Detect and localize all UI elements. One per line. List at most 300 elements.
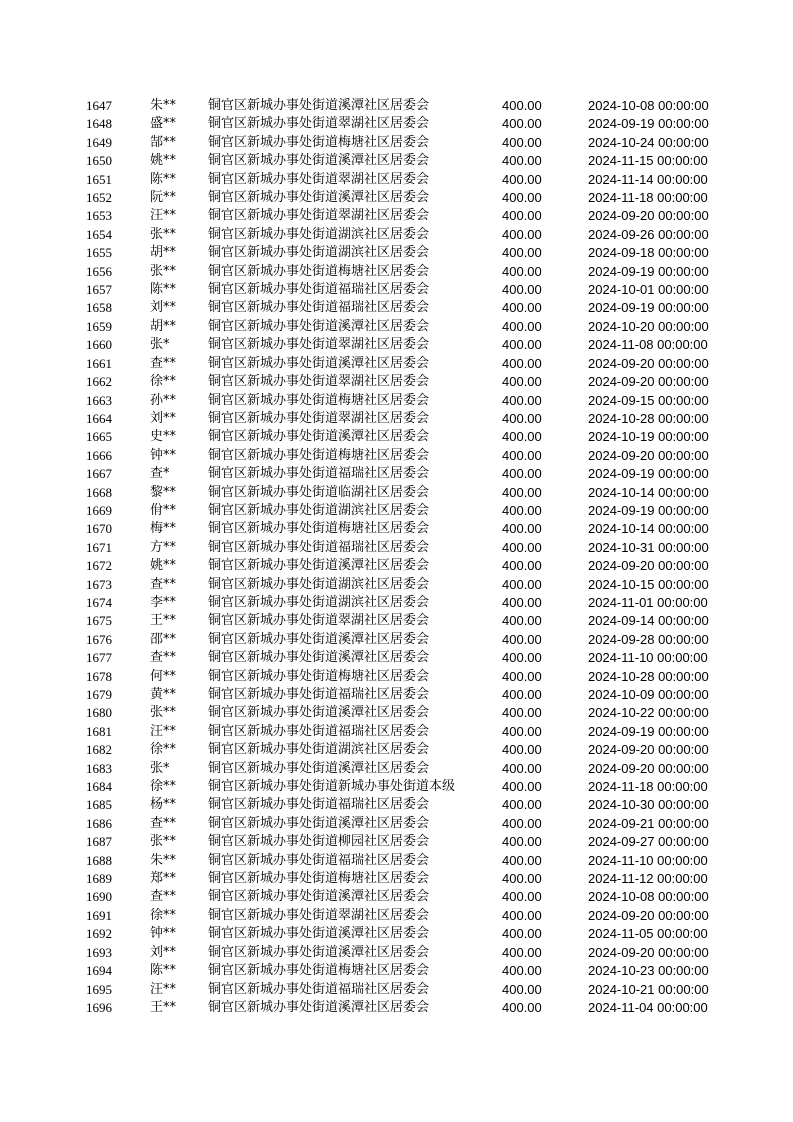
record-amount: 400.00 [502, 410, 542, 426]
record-organization: 铜官区新城办事处街道福瑞社区居委会 [208, 466, 430, 482]
record-name: 姚** [150, 558, 177, 574]
record-id: 1684 [86, 779, 112, 795]
record-date: 2024-09-20 00:00:00 [588, 760, 709, 776]
record-date: 2024-11-04 00:00:00 [588, 999, 708, 1015]
record-amount: 400.00 [502, 834, 542, 850]
record-date: 2024-10-22 00:00:00 [588, 705, 709, 721]
record-name: 徐** [150, 779, 177, 795]
table-row [86, 97, 726, 115]
record-id: 1672 [86, 558, 112, 574]
record-date: 2024-11-10 00:00:00 [588, 650, 708, 666]
table-row [86, 557, 726, 575]
record-amount: 400.00 [502, 134, 542, 150]
record-id: 1692 [86, 926, 112, 942]
table-row [86, 907, 726, 925]
table-row [86, 465, 726, 483]
table-row [86, 778, 726, 796]
record-id: 1674 [86, 594, 112, 610]
record-name: 张* [150, 337, 170, 353]
record-id: 1690 [86, 889, 112, 905]
table-row [86, 539, 726, 557]
table-row [86, 852, 726, 870]
record-organization: 铜官区新城办事处街道翠湖社区居委会 [208, 171, 430, 187]
table-row [86, 410, 726, 428]
table-row [86, 115, 726, 133]
record-date: 2024-10-08 00:00:00 [588, 889, 709, 905]
table-row [86, 355, 726, 373]
record-organization: 铜官区新城办事处街道溪潭社区居委会 [208, 355, 430, 371]
record-amount: 400.00 [502, 889, 542, 905]
record-amount: 400.00 [502, 631, 542, 647]
record-organization: 铜官区新城办事处街道福瑞社区居委会 [208, 797, 430, 813]
record-name: 徐** [150, 374, 177, 390]
record-id: 1656 [86, 263, 112, 279]
record-amount: 400.00 [502, 779, 542, 795]
record-name: 徐** [150, 907, 177, 923]
record-amount: 400.00 [502, 944, 542, 960]
record-amount: 400.00 [502, 742, 542, 758]
record-organization: 铜官区新城办事处街道福瑞社区居委会 [208, 687, 430, 702]
table-row [86, 226, 726, 244]
record-name: 朱** [150, 98, 177, 113]
record-name: 张** [150, 226, 177, 242]
record-name: 胡** [150, 245, 177, 261]
record-date: 2024-10-28 00:00:00 [588, 668, 709, 684]
record-organization: 铜官区新城办事处街道梅塘社区居委会 [208, 963, 430, 979]
record-name: 王** [150, 999, 177, 1015]
table-row [86, 815, 726, 833]
table-row [86, 134, 726, 152]
record-name: 邵** [150, 631, 177, 647]
record-organization: 铜官区新城办事处街道溪潭社区居委会 [208, 153, 430, 169]
record-organization: 铜官区新城办事处街道梅塘社区居委会 [208, 871, 430, 887]
table-row [86, 760, 726, 778]
table-row [86, 925, 726, 943]
record-amount: 400.00 [502, 981, 542, 997]
record-organization: 铜官区新城办事处街道福瑞社区居委会 [208, 981, 430, 997]
record-id: 1670 [86, 521, 112, 537]
record-name: 方** [150, 539, 177, 555]
record-id: 1689 [86, 871, 112, 887]
record-organization: 铜官区新城办事处街道翠湖社区居委会 [208, 337, 430, 353]
record-date: 2024-09-19 00:00:00 [588, 723, 709, 739]
record-date: 2024-10-23 00:00:00 [588, 963, 709, 979]
record-organization: 铜官区新城办事处街道湖滨社区居委会 [208, 594, 430, 610]
record-id: 1691 [86, 907, 112, 923]
record-name: 王** [150, 613, 177, 629]
table-row [86, 281, 726, 299]
record-name: 刘** [150, 410, 177, 426]
record-organization: 铜官区新城办事处街道梅塘社区居委会 [208, 447, 430, 463]
record-date: 2024-11-18 00:00:00 [588, 779, 708, 795]
record-date: 2024-10-20 00:00:00 [588, 318, 709, 334]
record-name: 盛** [150, 116, 177, 132]
record-amount: 400.00 [502, 263, 542, 279]
table-row [86, 668, 726, 686]
record-date: 2024-10-14 00:00:00 [588, 484, 709, 500]
record-name: 张* [150, 760, 170, 776]
record-id: 1687 [86, 834, 112, 850]
table-row [86, 502, 726, 520]
record-id: 1694 [86, 963, 112, 979]
record-amount: 400.00 [502, 760, 542, 776]
table-row [86, 631, 726, 649]
table-row [86, 944, 726, 962]
record-organization: 铜官区新城办事处街道溪潭社区居委会 [208, 190, 430, 206]
record-date: 2024-10-01 00:00:00 [588, 282, 709, 298]
table-row [86, 999, 726, 1017]
record-amount: 400.00 [502, 687, 542, 702]
record-name: 张** [150, 705, 177, 721]
record-amount: 400.00 [502, 926, 542, 942]
table-row [86, 888, 726, 906]
record-date: 2024-09-27 00:00:00 [588, 834, 709, 850]
record-id: 1665 [86, 429, 112, 445]
record-date: 2024-11-15 00:00:00 [588, 153, 708, 169]
record-date: 2024-09-20 00:00:00 [588, 742, 709, 758]
record-organization: 铜官区新城办事处街道溪潭社区居委会 [208, 889, 430, 905]
record-amount: 400.00 [502, 98, 542, 113]
record-organization: 铜官区新城办事处街道湖滨社区居委会 [208, 576, 430, 592]
table-row [86, 723, 726, 741]
record-amount: 400.00 [502, 153, 542, 169]
record-organization: 铜官区新城办事处街道福瑞社区居委会 [208, 852, 430, 868]
record-date: 2024-10-31 00:00:00 [588, 539, 709, 555]
table-row [86, 576, 726, 594]
record-organization: 铜官区新城办事处街道溪潭社区居委会 [208, 760, 430, 776]
record-amount: 400.00 [502, 245, 542, 261]
record-date: 2024-09-26 00:00:00 [588, 226, 709, 242]
record-date: 2024-10-30 00:00:00 [588, 797, 709, 813]
record-amount: 400.00 [502, 374, 542, 390]
table-row [86, 171, 726, 189]
record-id: 1654 [86, 226, 112, 242]
record-date: 2024-10-21 00:00:00 [588, 981, 709, 997]
record-name: 黄** [150, 687, 177, 702]
record-id: 1663 [86, 392, 112, 408]
record-id: 1648 [86, 116, 112, 132]
record-name: 钟** [150, 926, 177, 942]
table-row [86, 741, 726, 759]
table-row [86, 686, 726, 704]
record-amount: 400.00 [502, 502, 542, 518]
record-date: 2024-09-20 00:00:00 [588, 447, 709, 463]
record-organization: 铜官区新城办事处街道梅塘社区居委会 [208, 134, 430, 150]
record-date: 2024-09-19 00:00:00 [588, 466, 709, 482]
record-date: 2024-11-14 00:00:00 [588, 171, 708, 187]
table-row [86, 520, 726, 538]
record-name: 汪** [150, 723, 177, 739]
record-name: 史** [150, 429, 177, 445]
record-amount: 400.00 [502, 668, 542, 684]
record-date: 2024-10-14 00:00:00 [588, 521, 709, 537]
record-name: 何** [150, 668, 177, 684]
record-date: 2024-09-21 00:00:00 [588, 815, 709, 831]
record-organization: 铜官区新城办事处街道柳园社区居委会 [208, 834, 430, 850]
record-id: 1655 [86, 245, 112, 261]
record-id: 1651 [86, 171, 112, 187]
table-row [86, 594, 726, 612]
record-id: 1650 [86, 153, 112, 169]
records-table [86, 97, 726, 1017]
table-row [86, 299, 726, 317]
record-amount: 400.00 [502, 190, 542, 206]
table-row [86, 447, 726, 465]
record-name: 查** [150, 576, 177, 592]
table-row [86, 981, 726, 999]
record-name: 钟** [150, 447, 177, 463]
record-organization: 铜官区新城办事处街道溪潭社区居委会 [208, 429, 430, 445]
record-amount: 400.00 [502, 999, 542, 1015]
record-id: 1658 [86, 300, 112, 316]
record-organization: 铜官区新城办事处街道临湖社区居委会 [208, 484, 430, 500]
record-name: 佾** [150, 502, 177, 518]
record-organization: 铜官区新城办事处街道福瑞社区居委会 [208, 539, 430, 555]
record-id: 1657 [86, 282, 112, 298]
table-row [86, 833, 726, 851]
record-date: 2024-09-20 00:00:00 [588, 355, 709, 371]
record-date: 2024-10-08 00:00:00 [588, 98, 709, 113]
record-id: 1667 [86, 466, 112, 482]
record-name: 朱** [150, 852, 177, 868]
record-amount: 400.00 [502, 539, 542, 555]
record-name: 郜** [150, 134, 177, 150]
record-id: 1679 [86, 687, 112, 702]
record-date: 2024-10-28 00:00:00 [588, 410, 709, 426]
record-name: 梅** [150, 521, 177, 537]
table-row [86, 318, 726, 336]
record-name: 张** [150, 834, 177, 850]
record-organization: 铜官区新城办事处街道翠湖社区居委会 [208, 374, 430, 390]
record-date: 2024-09-18 00:00:00 [588, 245, 709, 261]
record-organization: 铜官区新城办事处街道梅塘社区居委会 [208, 521, 430, 537]
record-organization: 铜官区新城办事处街道溪潭社区居委会 [208, 650, 430, 666]
record-organization: 铜官区新城办事处街道福瑞社区居委会 [208, 282, 430, 298]
record-date: 2024-09-20 00:00:00 [588, 374, 709, 390]
record-date: 2024-09-19 00:00:00 [588, 263, 709, 279]
record-name: 陈** [150, 282, 177, 298]
record-id: 1696 [86, 999, 112, 1015]
record-id: 1680 [86, 705, 112, 721]
record-name: 郑** [150, 871, 177, 887]
record-date: 2024-11-10 00:00:00 [588, 852, 708, 868]
record-id: 1664 [86, 410, 112, 426]
record-organization: 铜官区新城办事处街道福瑞社区居委会 [208, 723, 430, 739]
table-row [86, 704, 726, 722]
record-id: 1688 [86, 852, 112, 868]
record-date: 2024-11-18 00:00:00 [588, 190, 708, 206]
record-organization: 铜官区新城办事处街道梅塘社区居委会 [208, 668, 430, 684]
record-amount: 400.00 [502, 226, 542, 242]
record-name: 徐** [150, 742, 177, 758]
record-amount: 400.00 [502, 355, 542, 371]
table-row [86, 189, 726, 207]
record-organization: 铜官区新城办事处街道翠湖社区居委会 [208, 907, 430, 923]
record-amount: 400.00 [502, 116, 542, 132]
table-row [86, 207, 726, 225]
record-amount: 400.00 [502, 337, 542, 353]
record-organization: 铜官区新城办事处街道梅塘社区居委会 [208, 392, 430, 408]
record-organization: 铜官区新城办事处街道翠湖社区居委会 [208, 613, 430, 629]
record-name: 刘** [150, 300, 177, 316]
record-date: 2024-11-12 00:00:00 [588, 871, 708, 887]
record-amount: 400.00 [502, 963, 542, 979]
record-id: 1659 [86, 318, 112, 334]
record-organization: 铜官区新城办事处街道溪潭社区居委会 [208, 999, 430, 1015]
record-id: 1662 [86, 374, 112, 390]
record-id: 1681 [86, 723, 112, 739]
record-name: 刘** [150, 944, 177, 960]
record-id: 1677 [86, 650, 112, 666]
record-organization: 铜官区新城办事处街道湖滨社区居委会 [208, 226, 430, 242]
record-organization: 铜官区新城办事处街道溪潭社区居委会 [208, 944, 430, 960]
record-name: 张** [150, 263, 177, 279]
table-row [86, 392, 726, 410]
table-row [86, 484, 726, 502]
record-id: 1695 [86, 981, 112, 997]
record-amount: 400.00 [502, 723, 542, 739]
record-organization: 铜官区新城办事处街道溪潭社区居委会 [208, 558, 430, 574]
record-amount: 400.00 [502, 282, 542, 298]
record-id: 1693 [86, 944, 112, 960]
record-organization: 铜官区新城办事处街道溪潭社区居委会 [208, 318, 430, 334]
record-name: 黎** [150, 484, 177, 500]
record-date: 2024-09-19 00:00:00 [588, 300, 709, 316]
record-id: 1682 [86, 742, 112, 758]
record-organization: 铜官区新城办事处街道梅塘社区居委会 [208, 263, 430, 279]
record-id: 1671 [86, 539, 112, 555]
record-amount: 400.00 [502, 613, 542, 629]
record-organization: 铜官区新城办事处街道湖滨社区居委会 [208, 742, 430, 758]
record-name: 汪** [150, 208, 177, 224]
record-name: 查** [150, 889, 177, 905]
record-amount: 400.00 [502, 521, 542, 537]
record-date: 2024-10-15 00:00:00 [588, 576, 709, 592]
record-amount: 400.00 [502, 594, 542, 610]
record-name: 姚** [150, 153, 177, 169]
record-name: 阮** [150, 190, 177, 206]
record-date: 2024-09-14 00:00:00 [588, 613, 709, 629]
records-table-body [86, 97, 726, 1017]
record-amount: 400.00 [502, 429, 542, 445]
record-amount: 400.00 [502, 852, 542, 868]
record-amount: 400.00 [502, 797, 542, 813]
record-amount: 400.00 [502, 392, 542, 408]
record-date: 2024-09-20 00:00:00 [588, 907, 709, 923]
record-amount: 400.00 [502, 208, 542, 224]
table-row [86, 612, 726, 630]
table-row [86, 373, 726, 391]
record-id: 1685 [86, 797, 112, 813]
record-date: 2024-11-08 00:00:00 [588, 337, 708, 353]
record-organization: 铜官区新城办事处街道福瑞社区居委会 [208, 300, 430, 316]
record-organization: 铜官区新城办事处街道溪潭社区居委会 [208, 815, 430, 831]
record-organization: 铜官区新城办事处街道溪潭社区居委会 [208, 926, 430, 942]
record-date: 2024-10-24 00:00:00 [588, 134, 709, 150]
record-name: 陈** [150, 171, 177, 187]
record-name: 李** [150, 594, 177, 610]
record-id: 1660 [86, 337, 112, 353]
record-name: 查** [150, 650, 177, 666]
record-organization: 铜官区新城办事处街道溪潭社区居委会 [208, 705, 430, 721]
record-date: 2024-09-20 00:00:00 [588, 208, 709, 224]
record-organization: 铜官区新城办事处街道溪潭社区居委会 [208, 98, 430, 113]
record-amount: 400.00 [502, 466, 542, 482]
record-id: 1669 [86, 502, 112, 518]
record-date: 2024-11-05 00:00:00 [588, 926, 708, 942]
record-id: 1652 [86, 190, 112, 206]
record-organization: 铜官区新城办事处街道翠湖社区居委会 [208, 116, 430, 132]
record-organization: 铜官区新城办事处街道新城办事处街道本级 [208, 779, 456, 795]
record-id: 1673 [86, 576, 112, 592]
record-amount: 400.00 [502, 576, 542, 592]
record-amount: 400.00 [502, 558, 542, 574]
record-amount: 400.00 [502, 650, 542, 666]
record-id: 1678 [86, 668, 112, 684]
table-row [86, 870, 726, 888]
table-row [86, 152, 726, 170]
record-date: 2024-09-15 00:00:00 [588, 392, 709, 408]
record-id: 1675 [86, 613, 112, 629]
record-name: 孙** [150, 392, 177, 408]
record-date: 2024-09-19 00:00:00 [588, 502, 709, 518]
record-amount: 400.00 [502, 318, 542, 334]
table-row [86, 336, 726, 354]
table-row [86, 428, 726, 446]
record-id: 1686 [86, 815, 112, 831]
record-name: 汪** [150, 981, 177, 997]
record-date: 2024-10-19 00:00:00 [588, 429, 709, 445]
record-amount: 400.00 [502, 907, 542, 923]
record-name: 查* [150, 466, 170, 482]
record-name: 胡** [150, 318, 177, 334]
record-organization: 铜官区新城办事处街道湖滨社区居委会 [208, 245, 430, 261]
record-id: 1676 [86, 631, 112, 647]
record-organization: 铜官区新城办事处街道溪潭社区居委会 [208, 631, 430, 647]
record-amount: 400.00 [502, 447, 542, 463]
record-amount: 400.00 [502, 171, 542, 187]
table-row [86, 649, 726, 667]
record-name: 查** [150, 355, 177, 371]
record-name: 陈** [150, 963, 177, 979]
table-row [86, 244, 726, 262]
record-id: 1649 [86, 134, 112, 150]
record-date: 2024-09-19 00:00:00 [588, 116, 709, 132]
record-amount: 400.00 [502, 484, 542, 500]
record-amount: 400.00 [502, 300, 542, 316]
table-row [86, 263, 726, 281]
table-row [86, 962, 726, 980]
record-amount: 400.00 [502, 871, 542, 887]
record-date: 2024-09-20 00:00:00 [588, 944, 709, 960]
record-organization: 铜官区新城办事处街道湖滨社区居委会 [208, 502, 430, 518]
record-id: 1683 [86, 760, 112, 776]
record-name: 杨** [150, 797, 177, 813]
record-date: 2024-11-01 00:00:00 [588, 594, 708, 610]
record-date: 2024-09-28 00:00:00 [588, 631, 709, 647]
record-date: 2024-10-09 00:00:00 [588, 687, 709, 702]
record-name: 查** [150, 815, 177, 831]
record-organization: 铜官区新城办事处街道翠湖社区居委会 [208, 410, 430, 426]
record-id: 1653 [86, 208, 112, 224]
table-row [86, 796, 726, 814]
record-date: 2024-09-20 00:00:00 [588, 558, 709, 574]
record-amount: 400.00 [502, 705, 542, 721]
record-amount: 400.00 [502, 815, 542, 831]
record-organization: 铜官区新城办事处街道翠湖社区居委会 [208, 208, 430, 224]
record-id: 1668 [86, 484, 112, 500]
record-id: 1661 [86, 355, 112, 371]
